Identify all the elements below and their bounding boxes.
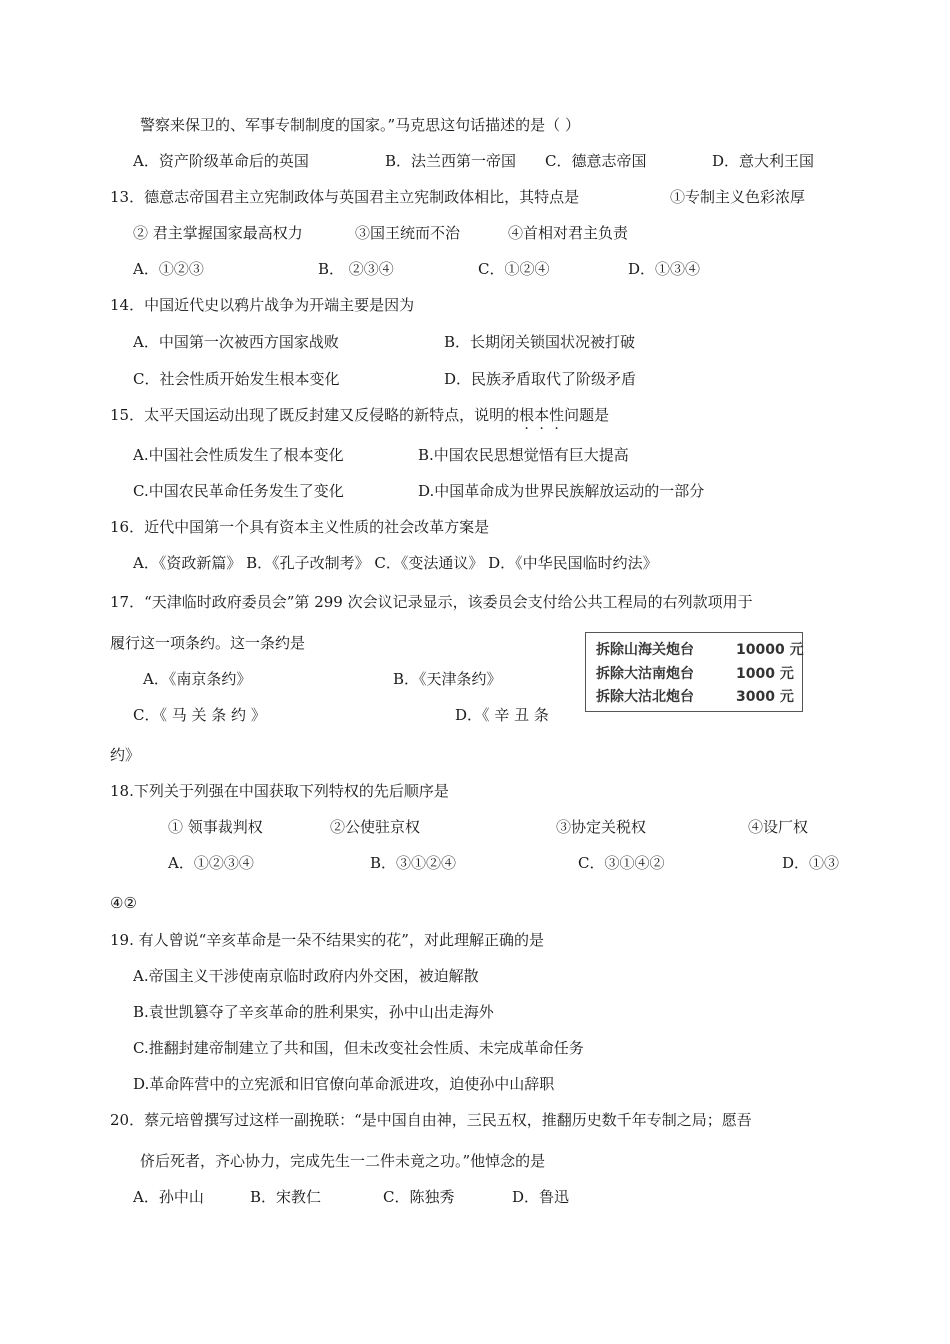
q18-option-d: D．①③ bbox=[782, 854, 840, 872]
payment-item: 拆除大沽南炮台 bbox=[596, 666, 694, 682]
q12-stem-continuation: 警察来保卫的、军事专制制度的国家。”马克思这句话描述的是（ ） bbox=[140, 116, 580, 134]
q12-option-a: A．资产阶级革命后的英国 bbox=[133, 152, 309, 170]
q15-option-c: C.中国农民革命任务发生了变化 bbox=[133, 482, 344, 500]
q15-stem bbox=[110, 405, 609, 425]
q13-item-2: ② 君主掌握国家最高权力 bbox=[133, 224, 303, 242]
q13-item-3: ③国王统而不治 bbox=[355, 224, 461, 242]
payment-amount: 10000 元 bbox=[736, 642, 804, 658]
q17-option-b: B．《天津条约》 bbox=[393, 670, 502, 688]
q19-stem: 19. 有人曾说“辛亥革命是一朵不结果实的花”，对此理解正确的是 bbox=[110, 931, 544, 949]
q17-stem-line1: 17．“天津临时政府委员会”第 299 次会议记录显示，该委员会支付给公共工程局的右列款项用于 bbox=[110, 593, 753, 611]
q19-option-a: A.帝国主义干涉使南京临时政府内外交困，被迫解散 bbox=[133, 967, 479, 985]
q17-stem-line2: 履行这一项条约。这一条约是 bbox=[110, 634, 306, 652]
q18-option-a: A．①②③④ bbox=[168, 854, 254, 872]
payment-item: 拆除大沽北炮台 bbox=[596, 689, 694, 705]
payment-item: 拆除山海关炮台 bbox=[596, 642, 694, 658]
q18-stem: 18.下列关于列强在中国获取下列特权的先后顺序是 bbox=[110, 782, 449, 800]
q16-stem: 16．近代中国第一个具有资本主义性质的社会改革方案是 bbox=[110, 518, 490, 536]
q20-option-c: C．陈独秀 bbox=[383, 1188, 455, 1206]
q20-option-b: B．宋教仁 bbox=[250, 1188, 322, 1206]
q18-item-4: ④设厂权 bbox=[748, 818, 809, 836]
q19-option-c: C.推翻封建帝制建立了共和国，但未改变社会性质、未完成革命任务 bbox=[133, 1039, 584, 1057]
q14-option-b: B．长期闭关锁国状况被打破 bbox=[444, 333, 636, 351]
q18-item-2: ②公使驻京权 bbox=[330, 818, 421, 836]
q19-option-d: D.革命阵营中的立宪派和旧官僚向革命派进攻，迫使孙中山辞职 bbox=[133, 1075, 555, 1093]
q15-stem-prefix: 15．太平天国运动出现了既反封建又反侵略的新特点，说明的 bbox=[110, 406, 520, 424]
q17-payment-table bbox=[585, 632, 803, 712]
q20-stem-line1: 20．蔡元培曾撰写过这样一副挽联：“是中国自由神，三民五权，推翻历史数千年专制之局；愿吾 bbox=[110, 1111, 752, 1129]
payment-amount: 1000 元 bbox=[736, 666, 794, 682]
q14-option-d: D．民族矛盾取代了阶级矛盾 bbox=[444, 370, 637, 388]
q18-item-3: ③协定关税权 bbox=[556, 818, 647, 836]
q15-emphasis-char: 性 bbox=[549, 406, 565, 424]
q12-option-c: C．德意志帝国 bbox=[545, 152, 647, 170]
q17-option-d: D．《 辛 丑 条 bbox=[455, 706, 549, 724]
q13-item-1: ①专制主义色彩浓厚 bbox=[670, 188, 806, 206]
q19-option-b: B.袁世凯篡夺了辛亥革命的胜利果实，孙中山出走海外 bbox=[133, 1003, 494, 1021]
q15-emphasis-char: 根 bbox=[519, 406, 535, 424]
q13-option-b: B． ②③④ bbox=[318, 260, 394, 278]
q13-option-d: D．①③④ bbox=[628, 260, 701, 278]
q18-option-d-tail: ④② bbox=[110, 894, 137, 912]
q18-option-c: C．③①④② bbox=[578, 854, 665, 872]
q17-option-a: A．《南京条约》 bbox=[143, 670, 252, 688]
q13-stem: 13．德意志帝国君主立宪制政体与英国君主立宪制政体相比，其特点是 bbox=[110, 188, 580, 206]
q15-option-b: B.中国农民思想觉悟有巨大提高 bbox=[418, 446, 629, 464]
q14-option-c: C．社会性质开始发生根本变化 bbox=[133, 370, 340, 388]
q18-item-1: ① 领事裁判权 bbox=[168, 818, 263, 836]
q15-emphasis-char: 本 bbox=[534, 406, 550, 424]
q16-options: A．《资政新篇》 B．《孔子改制考》 C．《变法通议》 D．《中华民国临时约法》 bbox=[133, 554, 658, 572]
payment-amount: 3000 元 bbox=[736, 689, 794, 705]
q15-option-a: A.中国社会性质发生了根本变化 bbox=[133, 446, 344, 464]
q12-option-d: D．意大利王国 bbox=[712, 152, 815, 170]
q14-stem: 14．中国近代史以鸦片战争为开端主要是因为 bbox=[110, 296, 415, 314]
q13-option-a: A．①②③ bbox=[133, 260, 204, 278]
q15-stem-suffix: 问题是 bbox=[564, 406, 610, 424]
q20-option-d: D．鲁迅 bbox=[512, 1188, 570, 1206]
q12-option-b: B．法兰西第一帝国 bbox=[385, 152, 517, 170]
q18-option-b: B．③①②④ bbox=[370, 854, 457, 872]
q17-option-c: C．《 马 关 条 约 》 bbox=[133, 706, 266, 724]
q15-option-d: D.中国革命成为世界民族解放运动的一部分 bbox=[418, 482, 705, 500]
q20-option-a: A．孙中山 bbox=[133, 1188, 204, 1206]
q13-item-4: ④首相对君主负责 bbox=[508, 224, 629, 242]
q20-stem-line2: 侪后死者，齐心协力，完成先生一二件未竟之功。”他悼念的是 bbox=[140, 1152, 546, 1170]
q14-option-a: A．中国第一次被西方国家战败 bbox=[133, 333, 339, 351]
q13-option-c: C．①②④ bbox=[478, 260, 550, 278]
q17-option-d-tail: 约》 bbox=[110, 746, 141, 764]
